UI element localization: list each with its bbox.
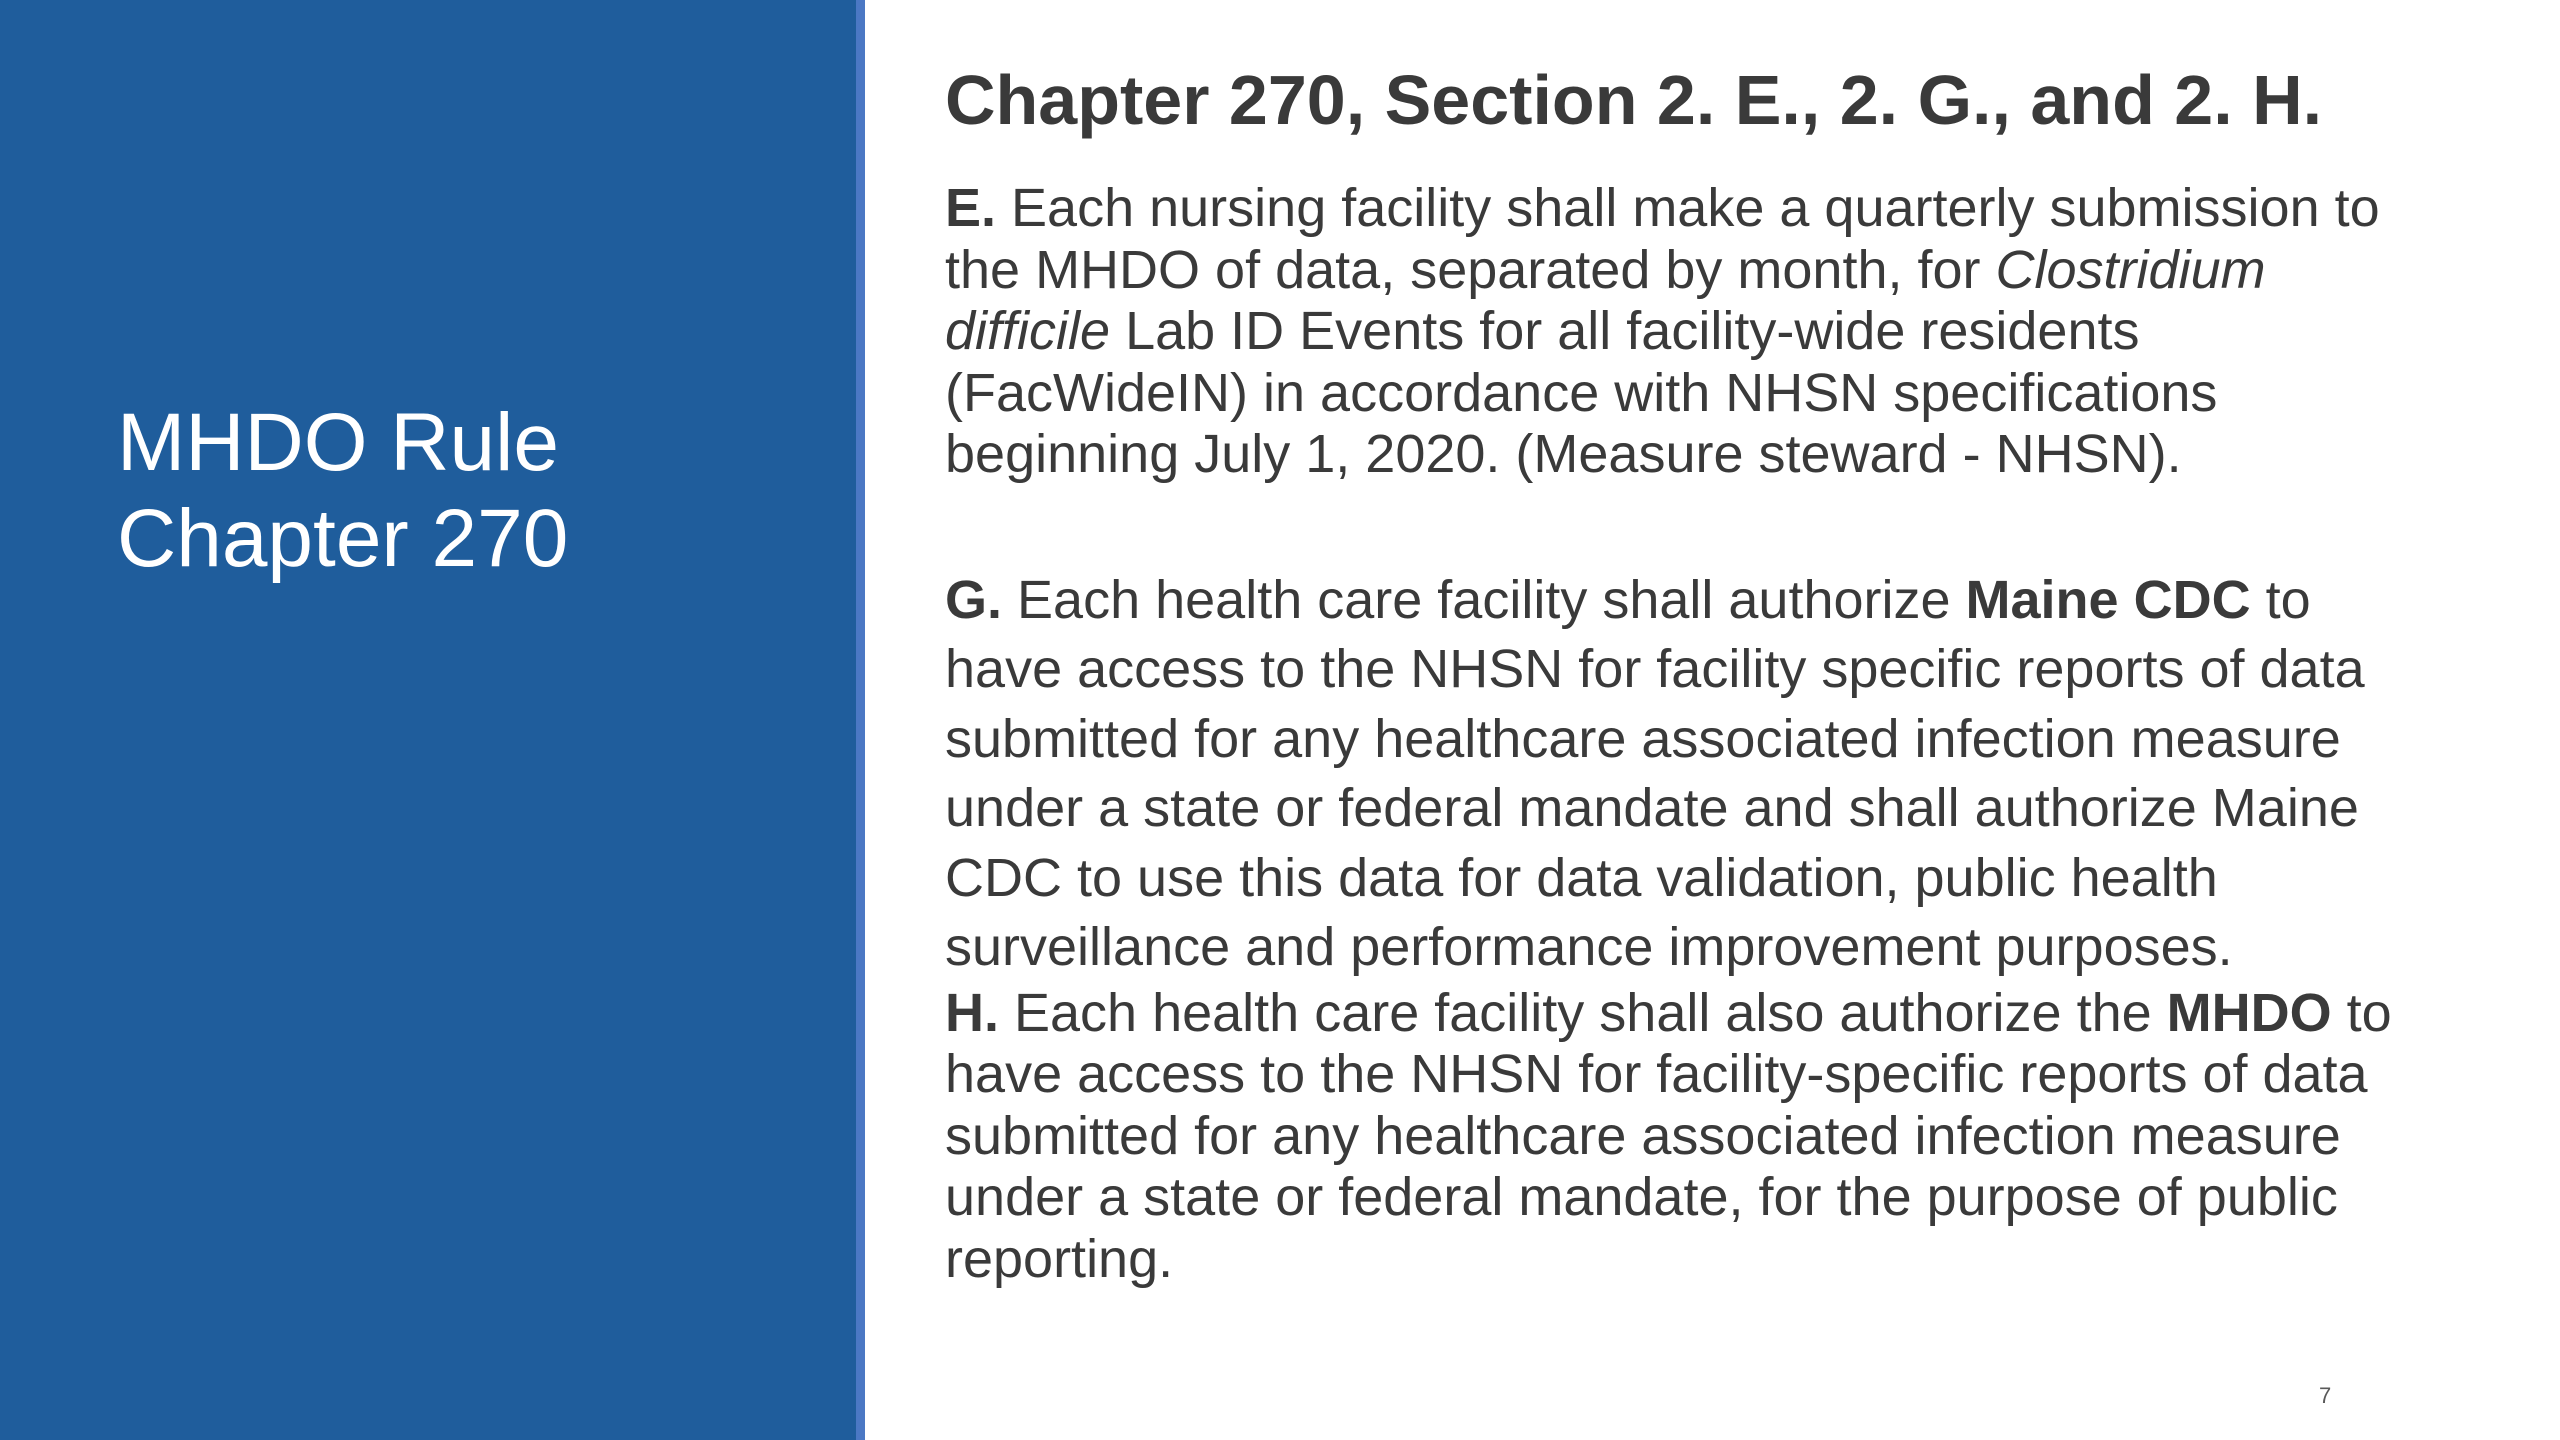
- section-e-line: the MHDO of data, separated by month, for Clostridium: [945, 239, 2266, 300]
- section-h-line: under a state or federal mandate, for the purpose of public: [945, 1167, 2338, 1227]
- organism-name: Clostridium: [1995, 239, 2266, 300]
- section-g-line: submitted for any healthcare associated infection measure: [945, 708, 2341, 769]
- section-g-line: CDC to use this data for data validation, public health: [945, 847, 2218, 908]
- section-h-line: reporting.: [945, 1228, 1174, 1289]
- section-h-line: have access to the NHSN for facility-specific reports of data: [945, 1044, 2368, 1104]
- organism-name: difficile: [945, 301, 1111, 361]
- sidebar-panel: [0, 0, 856, 1440]
- sidebar-accent-bar: [856, 0, 865, 1440]
- section-h-paragraph: [945, 983, 2525, 1291]
- section-g-label: G.: [945, 569, 1003, 630]
- section-h-line: submitted for any healthcare associated infection measure: [945, 1105, 2341, 1166]
- section-g-paragraph: [945, 566, 2525, 983]
- section-g-line: surveillance and performance improvement purposes.: [945, 917, 2233, 977]
- page-title: Chapter 270, Section 2. E., 2. G., and 2. H.: [945, 61, 2323, 139]
- main-content: [945, 52, 2525, 1290]
- emphasis-maine-cdc: Maine CDC: [1965, 569, 2251, 630]
- title-line-2: Chapter 270: [117, 493, 569, 584]
- section-e-paragraph: [945, 178, 2525, 486]
- section-e-label: E.: [945, 178, 997, 238]
- section-h-line: H. Each health care facility shall also authorize the MHDO to: [945, 982, 2392, 1043]
- section-e-line: (FacWideIN) in accordance with NHSN specifications: [945, 362, 2218, 423]
- slide-section-title: [117, 395, 817, 587]
- title-line-1: MHDO Rule: [117, 397, 559, 488]
- section-g-line: have access to the NHSN for facility specific reports of data: [945, 639, 2365, 699]
- section-g-line: under a state or federal mandate and shall authorize Maine: [945, 778, 2359, 838]
- section-e-line: E. Each nursing facility shall make a quarterly submission to: [945, 178, 2380, 238]
- emphasis-mhdo: MHDO: [2166, 982, 2332, 1043]
- section-e-line: difficile Lab ID Events for all facility-wide residents: [945, 301, 2140, 361]
- section-e-line: beginning July 1, 2020. (Measure steward - NHSN).: [945, 424, 2182, 484]
- page-number: 7: [2319, 1383, 2332, 1408]
- section-h-label: H.: [945, 982, 999, 1043]
- section-g-line: G. Each health care facility shall authorize Maine CDC to: [945, 569, 2311, 630]
